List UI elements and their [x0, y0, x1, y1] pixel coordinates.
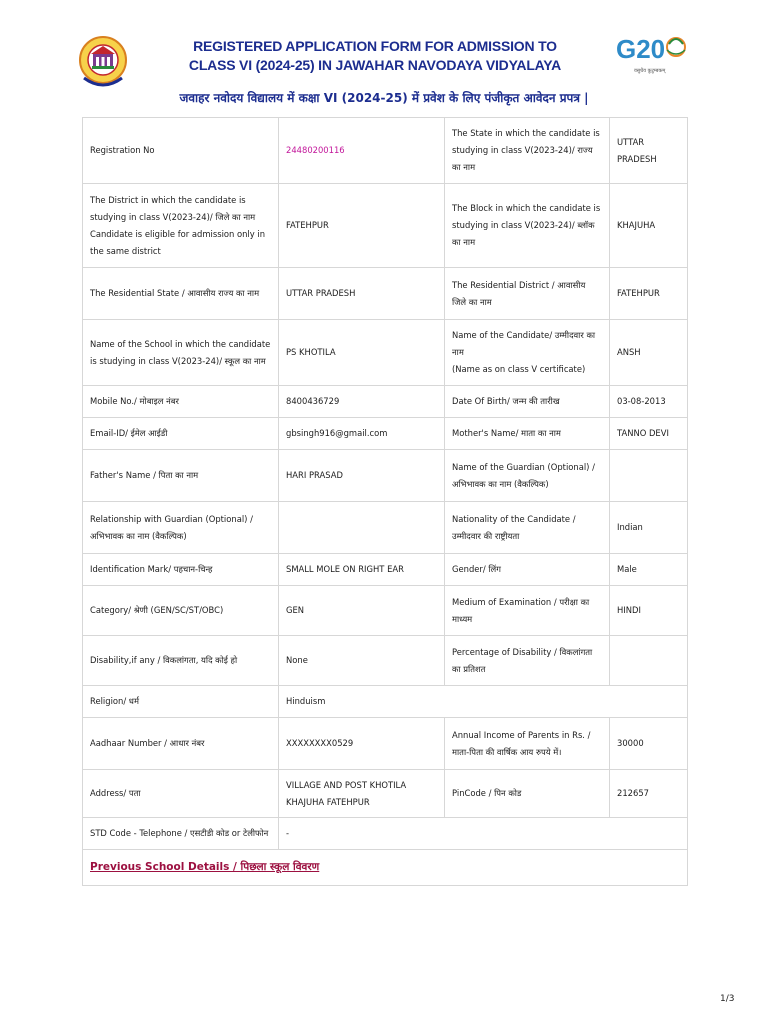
- table-row: [83, 586, 688, 636]
- label-state: The State in which the candidate is studying in class V(2023-24)/ राज्य का नाम: [445, 118, 610, 184]
- label-block: The Block in which the candidate is studying in class V(2023-24)/ ब्लॉक का नाम: [445, 184, 610, 268]
- value-std-telephone: -: [279, 818, 688, 850]
- table-row: [83, 818, 688, 850]
- page-number: 1/3: [720, 994, 735, 1004]
- label-guardian-relationship: Relationship with Guardian (Optional) / अभिभावक का नाम (वैकल्पिक): [83, 502, 279, 554]
- value-registration-no: 24480200116: [279, 118, 445, 184]
- label-identification-mark: Identification Mark/ पहचान-चिन्ह: [83, 554, 279, 586]
- value-identification-mark: SMALL MOLE ON RIGHT EAR: [279, 554, 445, 586]
- label-district-note: Candidate is eligible for admission only in the same district: [90, 228, 266, 256]
- label-mother-name: Mother's Name/ माता का नाम: [445, 418, 610, 450]
- label-dob: Date Of Birth/ जन्म की तारीख: [445, 386, 610, 418]
- table-row: [83, 450, 688, 502]
- table-row: [83, 184, 688, 268]
- value-address: VILLAGE AND POST KHOTILA KHAJUHA FATEHPUR: [279, 770, 445, 818]
- value-school-name: PS KHOTILA: [279, 320, 445, 386]
- label-nationality: Nationality of the Candidate / उम्मीदवार की राष्ट्रीयता: [445, 502, 610, 554]
- table-row: [83, 418, 688, 450]
- value-residential-district: FATEHPUR: [610, 268, 688, 320]
- value-guardian-relationship: [279, 502, 445, 554]
- label-guardian-name: Name of the Guardian (Optional) / अभिभावक का नाम (वैकल्पिक): [445, 450, 610, 502]
- label-address: Address/ पता: [83, 770, 279, 818]
- label-district: [83, 184, 279, 268]
- label-district-main: The District in which the candidate is studying in class V(2023-24)/ जिले का नाम: [90, 194, 256, 222]
- label-pincode: PinCode / पिन कोड: [445, 770, 610, 818]
- label-candidate-name: [445, 320, 610, 386]
- navodaya-emblem-logo: [78, 34, 128, 92]
- value-gender: Male: [610, 554, 688, 586]
- value-disability: None: [279, 636, 445, 686]
- table-row: [83, 502, 688, 554]
- previous-school-cell: [83, 850, 688, 886]
- label-father-name: Father's Name / पिता का नाम: [83, 450, 279, 502]
- value-disability-percentage: [610, 636, 688, 686]
- table-row: [83, 686, 688, 718]
- g20-tagline: वसुधैव कुटुम्बकम्: [634, 68, 666, 74]
- table-row: [83, 320, 688, 386]
- title-line-2: CLASS VI (2024-25) IN JAWAHAR NAVODAYA VIDYALAYA: [188, 57, 562, 73]
- table-row: [83, 118, 688, 184]
- value-guardian-name: [610, 450, 688, 502]
- value-email: gbsingh916@gmail.com: [279, 418, 445, 450]
- g20-logo: [614, 30, 690, 78]
- value-residential-state: UTTAR PRADESH: [279, 268, 445, 320]
- value-block: KHAJUHA: [610, 184, 688, 268]
- label-email: Email-ID/ ईमेल आईडी: [83, 418, 279, 450]
- value-aadhaar: XXXXXXXX0529: [279, 718, 445, 770]
- label-residential-state: The Residential State / आवासीय राज्य का नाम: [83, 268, 279, 320]
- page-header: [140, 37, 610, 75]
- value-medium: HINDI: [610, 586, 688, 636]
- g20-text: G20: [616, 34, 666, 64]
- label-candidate-name-note: (Name as on class V certificate): [452, 364, 586, 374]
- previous-school-link[interactable]: Previous School Details / पिछला स्कूल विवरण: [90, 861, 320, 873]
- value-father-name: HARI PRASAD: [279, 450, 445, 502]
- value-state: UTTAR PRADESH: [610, 118, 688, 184]
- label-category: Category/ श्रेणी (GEN/SC/ST/OBC): [83, 586, 279, 636]
- label-residential-district: The Residential District / आवासीय जिले का नाम: [445, 268, 610, 320]
- label-aadhaar: Aadhaar Number / आधार नंबर: [83, 718, 279, 770]
- value-category: GEN: [279, 586, 445, 636]
- label-disability-percentage: Percentage of Disability / विकलांगता का प्रतिशत: [445, 636, 610, 686]
- label-religion: Religion/ धर्म: [83, 686, 279, 718]
- table-row: [83, 718, 688, 770]
- label-annual-income: Annual Income of Parents in Rs. / माता-पिता की वार्षिक आय रुपये में।: [445, 718, 610, 770]
- table-row: [83, 386, 688, 418]
- label-registration-no: Registration No: [83, 118, 279, 184]
- value-nationality: Indian: [610, 502, 688, 554]
- title-line-1: REGISTERED APPLICATION FORM FOR ADMISSION TO: [193, 38, 557, 54]
- value-mother-name: TANNO DEVI: [610, 418, 688, 450]
- table-row: [83, 268, 688, 320]
- value-annual-income: 30000: [610, 718, 688, 770]
- label-mobile: Mobile No./ मोबाइल नंबर: [83, 386, 279, 418]
- value-religion: Hinduism: [279, 686, 688, 718]
- value-district: FATEHPUR: [279, 184, 445, 268]
- table-row: [83, 770, 688, 818]
- label-candidate-name-main: Name of the Candidate/ उम्मीदवार का नाम: [452, 330, 596, 357]
- label-school-name: Name of the School in which the candidate is studying in class V(2023-24)/ स्कूल का नाम: [83, 320, 279, 386]
- value-candidate-name: ANSH: [610, 320, 688, 386]
- value-pincode: 212657: [610, 770, 688, 818]
- table-row: [83, 850, 688, 886]
- label-medium: Medium of Examination / परीक्षा का माध्यम: [445, 586, 610, 636]
- label-std-telephone: STD Code - Telephone / एसटीडी कोड or टेलीफोन: [83, 818, 279, 850]
- application-form-table: [82, 117, 688, 886]
- title-hindi: जवाहर नवोदय विद्यालय में कक्षा VI (2024-25) में प्रवेश के लिए पंजीकृत आवेदन प्रपत्र |: [179, 91, 589, 105]
- value-dob: 03-08-2013: [610, 386, 688, 418]
- table-row: [83, 636, 688, 686]
- table-row: [83, 554, 688, 586]
- value-mobile: 8400436729: [279, 386, 445, 418]
- label-gender: Gender/ लिंग: [445, 554, 610, 586]
- label-disability: Disability,if any / विकलांगता, यदि कोई हो: [83, 636, 279, 686]
